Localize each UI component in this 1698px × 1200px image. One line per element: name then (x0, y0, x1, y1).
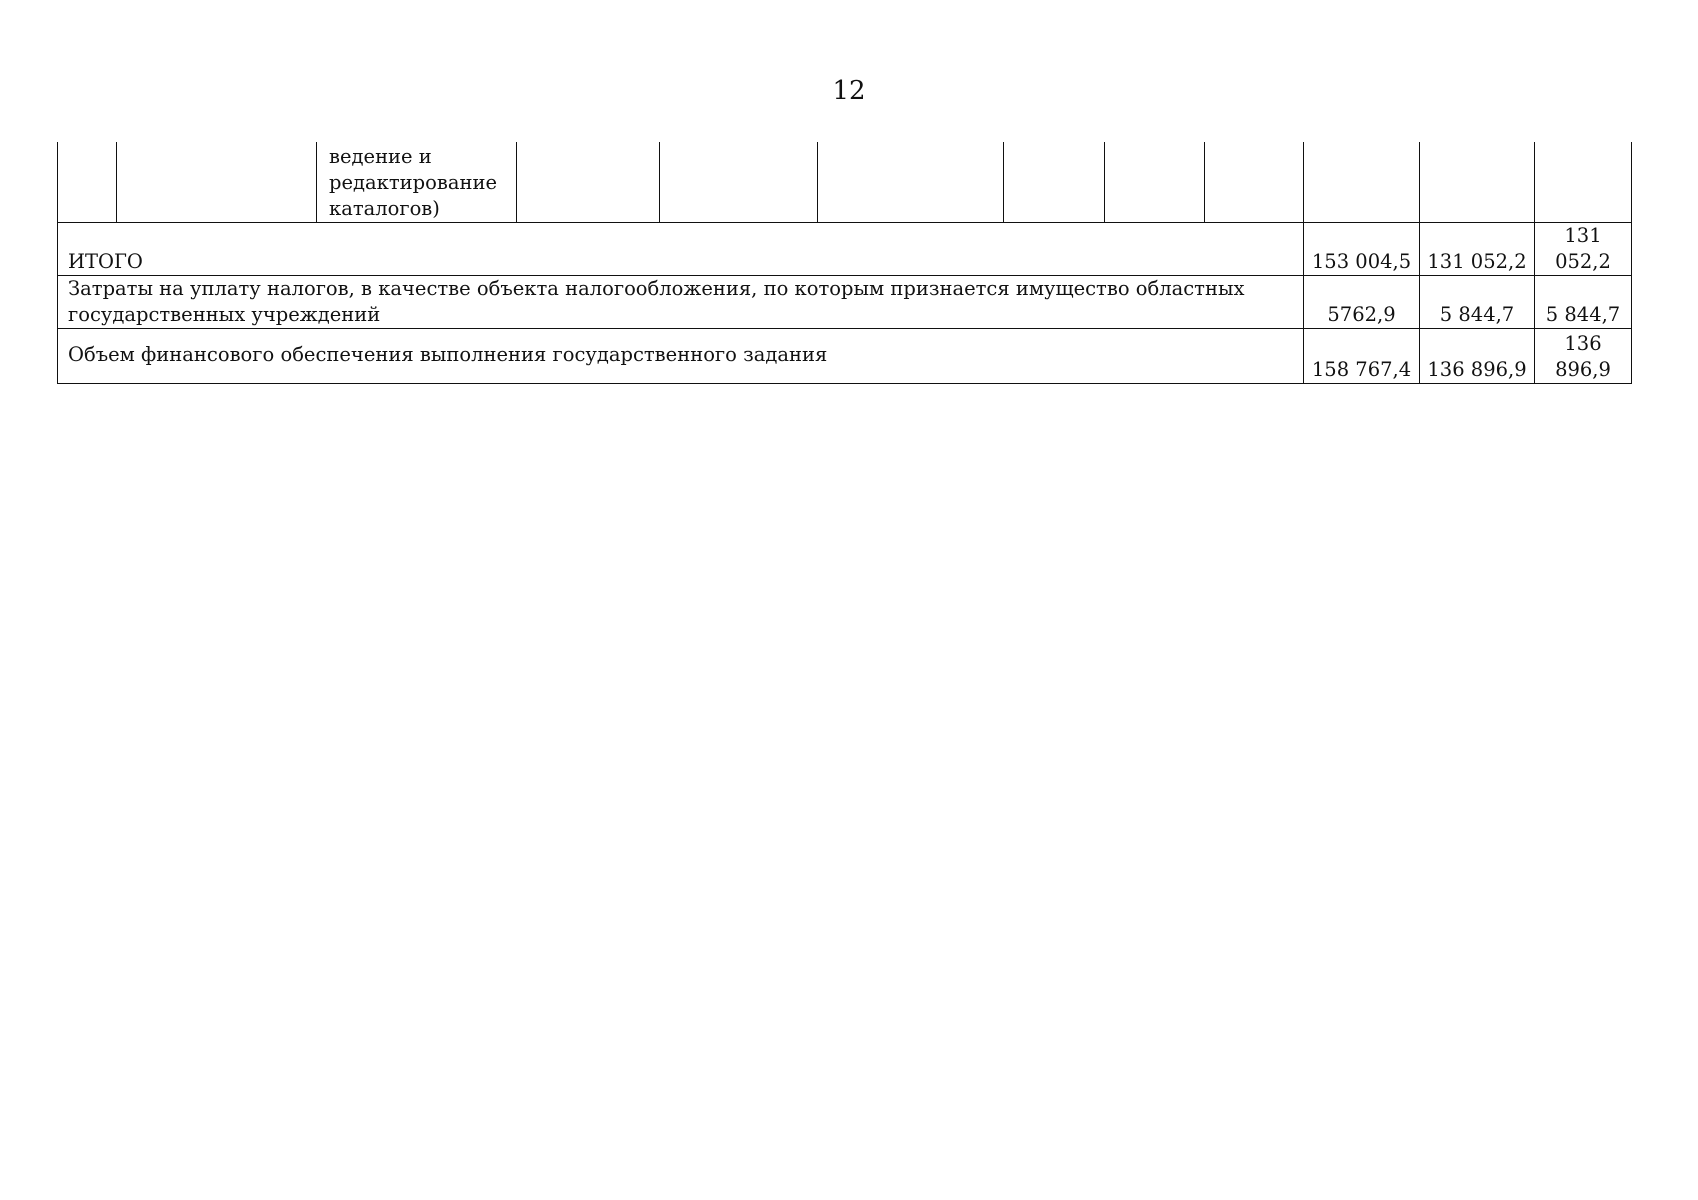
table-cell (1535, 142, 1632, 223)
table-cell (818, 142, 1004, 223)
funding-volume-value-3: 136 896,9 (1535, 329, 1632, 384)
funding-volume-label: Объем финансового обеспечения выполнения государственного задания (58, 329, 1304, 384)
property-tax-value-3: 5 844,7 (1535, 276, 1632, 329)
table-cell (1105, 142, 1205, 223)
table-cell (517, 142, 660, 223)
work-description-cell (317, 142, 517, 223)
total-label: ИТОГО (58, 223, 1304, 276)
table-cell (1304, 142, 1420, 223)
total-value-2: 131 052,2 (1420, 223, 1535, 276)
table-cell (660, 142, 818, 223)
total-value-1: 153 004,5 (1304, 223, 1420, 276)
table-cell (1004, 142, 1105, 223)
description-line: каталогов) (329, 197, 440, 220)
funding-volume-value-2: 136 896,9 (1420, 329, 1535, 384)
continuation-row (58, 142, 1632, 223)
table-cell (1420, 142, 1535, 223)
property-tax-row (58, 276, 1632, 329)
property-tax-label: Затраты на уплату налогов, в качестве объекта налогообложения, по которым признается имущество областных государственных учреждений (58, 276, 1304, 329)
table-cell (58, 142, 117, 223)
total-row (58, 223, 1632, 276)
total-value-3: 131 052,2 (1535, 223, 1632, 276)
property-tax-value-2: 5 844,7 (1420, 276, 1535, 329)
funding-volume-value-1: 158 767,4 (1304, 329, 1420, 384)
property-tax-value-1: 5762,9 (1304, 276, 1420, 329)
description-line: ведение и (329, 145, 432, 168)
table-cell (1205, 142, 1304, 223)
table-cell (117, 142, 317, 223)
description-line: редактирование (329, 171, 497, 194)
cost-table (57, 142, 1632, 384)
funding-volume-row (58, 329, 1632, 384)
page-number: 12 (832, 76, 866, 106)
